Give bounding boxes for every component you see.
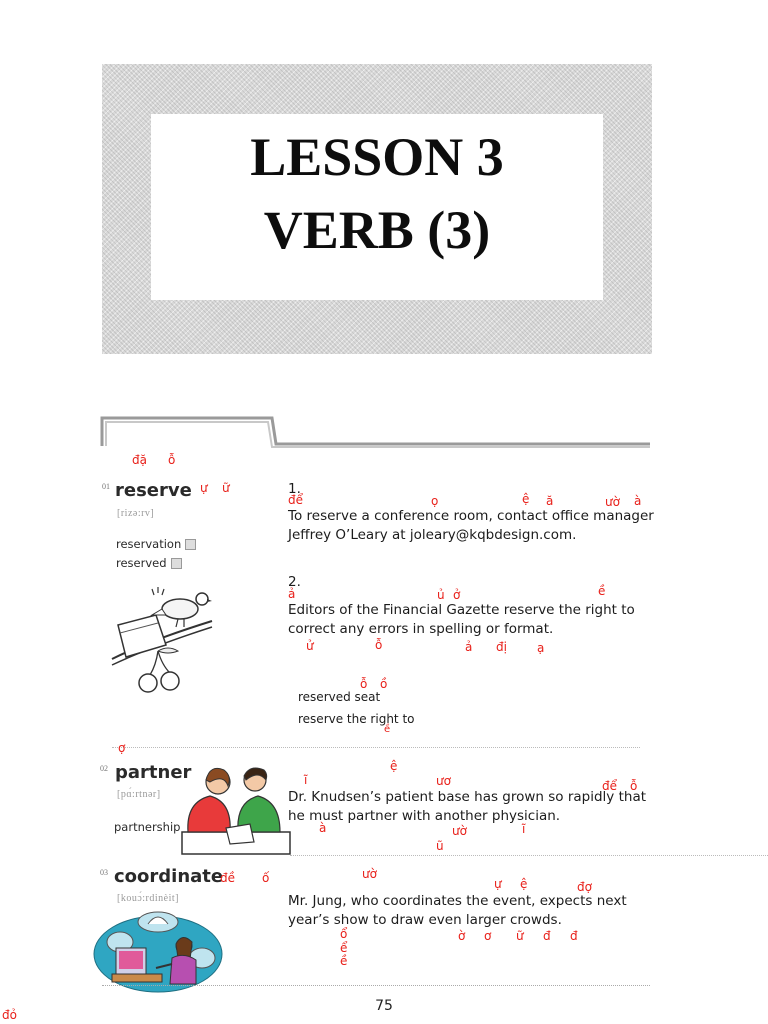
partners-illustration-icon <box>180 762 292 858</box>
annotation: ă <box>546 494 554 508</box>
annotation: ườ <box>605 495 620 509</box>
annotation: ố <box>262 871 270 885</box>
lesson-title: LESSON 3 <box>250 127 504 187</box>
derivative: partnership <box>114 820 181 834</box>
lesson-subtitle: VERB (3) <box>263 200 491 260</box>
annotation: để <box>288 493 303 507</box>
annotation: ả <box>288 587 296 601</box>
annotation: đ <box>543 929 551 943</box>
annotation: ũ <box>436 839 444 853</box>
entry-number: 01 <box>102 482 110 491</box>
collocation: reserved seat <box>298 690 381 704</box>
annotation: ươ <box>436 774 451 788</box>
example-sentence: Dr. Knudsen’s patient base has grown so rapidly that <box>288 789 647 805</box>
annotation: ơ <box>484 929 492 943</box>
annotation: ỗ <box>375 638 383 652</box>
annotation: ự <box>200 481 208 495</box>
annotation: ạ <box>537 641 545 655</box>
headword-partner: partner <box>115 762 192 783</box>
derivative: reservation <box>116 537 196 551</box>
event-planner-illustration-icon <box>92 906 226 994</box>
example-sentence: Mr. Jung, who coordinates the event, expects next <box>288 893 627 909</box>
pronunciation: [rizə:rv] <box>117 508 155 519</box>
annotation: ồ <box>380 677 388 691</box>
section-border <box>100 414 652 448</box>
divider <box>290 855 768 856</box>
annotation: ườ <box>362 867 377 881</box>
annotation: ự <box>494 877 502 891</box>
example-number: 1. <box>288 481 301 497</box>
example-sentence: Jeffrey O’Leary at joleary@kqbdesign.com. <box>288 527 577 543</box>
annotation: ổ <box>340 927 348 941</box>
divider <box>112 747 640 748</box>
entry-number: 02 <box>100 764 108 773</box>
example-sentence: Editors of the Financial Gazette reserve the right to <box>288 602 635 618</box>
pronunciation: [pɑ́:rtnər] <box>117 789 161 800</box>
annotation: ườ <box>452 824 467 838</box>
annotation: ọ <box>431 494 439 508</box>
annotation: ữ <box>222 481 230 495</box>
annotation: ĩ <box>522 822 526 836</box>
annotation: ỗ <box>360 677 368 691</box>
annotation: ề <box>384 724 391 735</box>
annotation: ữ <box>516 929 524 943</box>
page-number: 75 <box>375 998 393 1014</box>
annotation: đị <box>496 640 507 654</box>
annotation: ệ <box>522 492 530 506</box>
example-sentence: To reserve a conference room, contact office manager <box>288 508 654 524</box>
example-sentence: he must partner with another physician. <box>288 808 561 824</box>
annotation: ỗ <box>168 453 176 467</box>
annotation: ề <box>340 954 348 968</box>
pronunciation: [kouɔ́:rdinèit] <box>117 893 179 904</box>
annotation: đỏ <box>2 1008 17 1022</box>
example-sentence: year’s show to draw even larger crowds. <box>288 912 562 928</box>
annotation: ĩ <box>304 773 308 787</box>
annotation: à <box>634 494 642 508</box>
annotation: ử <box>306 639 314 653</box>
annotation: ề <box>598 584 606 598</box>
annotation: đề <box>220 871 235 885</box>
headword-reserve: reserve <box>115 480 192 501</box>
annotation: ể <box>340 941 348 955</box>
noun-tag-icon <box>185 539 196 550</box>
annotation: ệ <box>520 877 528 891</box>
example-sentence: correct any errors in spelling or format. <box>288 621 554 637</box>
annotation: đợ <box>577 880 592 894</box>
annotation: ỗ <box>630 779 638 793</box>
annotation: ở <box>453 588 461 602</box>
annotation: đ <box>570 929 578 943</box>
collocation: reserve the right to <box>298 712 415 726</box>
annotation: ờ <box>458 929 466 943</box>
headword-coordinate: coordinate <box>114 866 224 887</box>
annotation: à <box>319 821 327 835</box>
entry-number: 03 <box>100 868 108 877</box>
footer-rule <box>102 985 650 986</box>
annotation: để <box>602 779 617 793</box>
title-box <box>151 114 603 300</box>
annotation: đặ <box>132 453 147 467</box>
example-number: 2. <box>288 574 301 590</box>
derivative: reserved <box>116 556 182 570</box>
bird-illustration-icon <box>108 585 216 697</box>
annotation: ệ <box>390 759 398 773</box>
adjective-tag-icon <box>171 558 182 569</box>
annotation: ủ <box>437 588 445 602</box>
annotation: ả <box>465 640 473 654</box>
annotation: ợ <box>118 741 126 755</box>
